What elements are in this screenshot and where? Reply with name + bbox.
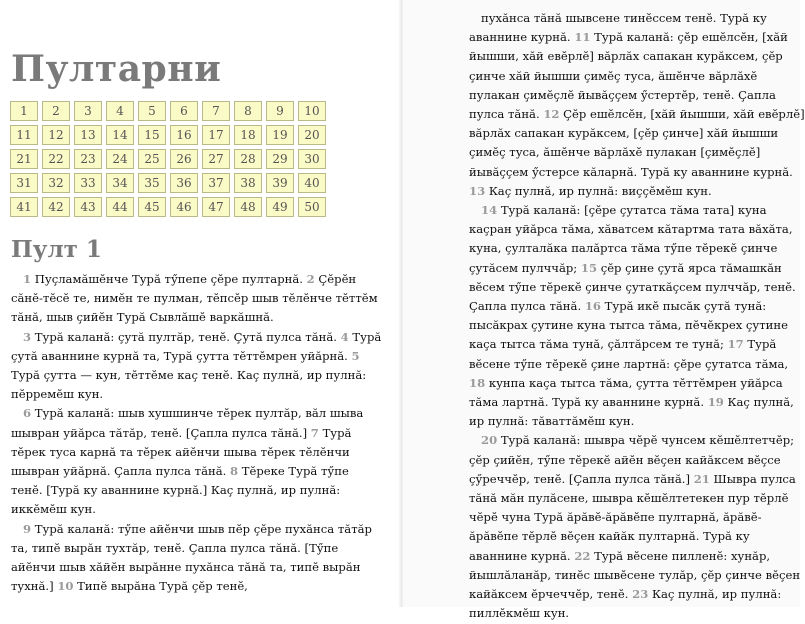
- chapter-link-38[interactable]: 38: [234, 173, 262, 193]
- chapter-heading: Пулт 1: [11, 236, 102, 263]
- verse-text: Çĕрĕн сăнĕ-тĕсĕ те, нимĕн те пулман, тĕпсĕр шыв тĕлĕнче тĕттĕм тăнă, шыв çийĕн Турă Сывлăшĕ варкăшнă.: [11, 272, 378, 325]
- verse-text: Турă çутта — кун, тĕттĕме каç тенĕ. Каç пулнă, ир пулнă: пĕрремĕш кун.: [11, 368, 367, 402]
- chapter-link-26[interactable]: 26: [170, 149, 198, 169]
- chapter-link-41[interactable]: 41: [10, 197, 38, 217]
- verse-text: Каç пулнă, ир пулнă: виççĕмĕш кун.: [488, 183, 712, 198]
- chapter-link-27[interactable]: 27: [202, 149, 230, 169]
- verse-number: 6: [23, 406, 32, 421]
- verse-number: 10: [57, 579, 74, 594]
- chapter-link-50[interactable]: 50: [298, 197, 326, 217]
- verse-number: 23: [632, 587, 649, 602]
- chapter-link-11[interactable]: 11: [10, 125, 38, 145]
- verse-text: Шывра пулса тăнă мăн пулăсене, шывра кĕшĕлтетекен пур тĕрлĕ чĕрĕ чуна Турă ăрăвĕ-ăрăвĕпе пултарнă, ăрăвĕ-ăрăвĕпе тĕрлĕ вĕçен кайăк пултарнă. Турă ку аваннине курнă.: [469, 471, 796, 563]
- paragraph: [11, 520, 383, 597]
- verse-number: 7: [310, 425, 319, 440]
- right-page: [403, 0, 805, 621]
- verse-number: 4: [340, 329, 349, 344]
- verse-text: Каç пулнă, ир пулнă: пиллĕкмĕш кун.: [469, 587, 782, 621]
- chapter-link-16[interactable]: 16: [170, 125, 198, 145]
- chapter-link-25[interactable]: 25: [138, 149, 166, 169]
- verse-number: 3: [23, 329, 32, 344]
- chapter-link-10[interactable]: 10: [298, 101, 326, 121]
- paragraph: [11, 328, 383, 405]
- verse-number: 17: [727, 337, 744, 352]
- verse-text: Турă çутă аваннине курнă та, Турă çутта тĕттĕмрен уйăрнă.: [11, 329, 382, 363]
- verse-text: кунпа каçа тытса тăма, çутта тĕттĕмрен уйăрса тăма лартнă. Турă ку аваннине курнă.: [469, 375, 783, 410]
- verse-number: 13: [469, 183, 486, 198]
- chapter-link-21[interactable]: 21: [10, 149, 38, 169]
- chapter-link-43[interactable]: 43: [74, 197, 102, 217]
- paragraph: [469, 201, 805, 431]
- chapter-link-31[interactable]: 31: [10, 173, 38, 193]
- chapter-link-17[interactable]: 17: [202, 125, 230, 145]
- chapter-link-30[interactable]: 30: [298, 149, 326, 169]
- verse-text: Турă вĕсене пилленĕ: хунăр, йышлăланăр, тинĕс шывĕсене тулăр, çĕр çинче вĕçен кайăксем ĕрчеччĕр, тенĕ.: [469, 548, 801, 602]
- book-title: Пултарни: [11, 48, 222, 90]
- chapter-link-9[interactable]: 9: [266, 101, 294, 121]
- chapter-link-15[interactable]: 15: [138, 125, 166, 145]
- chapter-link-8[interactable]: 8: [234, 101, 262, 121]
- verse-text: Типĕ вырăна Турă çĕр тенĕ,: [77, 579, 248, 594]
- chapter-link-2[interactable]: 2: [42, 101, 70, 121]
- verse-number: 16: [584, 299, 601, 314]
- chapter-link-49[interactable]: 49: [266, 197, 294, 217]
- verse-number: 2: [306, 272, 315, 286]
- chapter-link-18[interactable]: 18: [234, 125, 262, 145]
- chapter-link-40[interactable]: 40: [298, 173, 326, 193]
- verse-number: 22: [574, 548, 591, 563]
- verse-number: 11: [574, 30, 591, 45]
- chapter-link-33[interactable]: 33: [74, 173, 102, 193]
- chapter-link-20[interactable]: 20: [298, 125, 326, 145]
- verse-text: Каç пулнă, ир пулнă: тăваттăмĕш кун.: [469, 395, 794, 429]
- left-page: [0, 0, 403, 607]
- chapter-link-37[interactable]: 37: [202, 173, 230, 193]
- left-page-text: [11, 270, 383, 596]
- chapter-link-36[interactable]: 36: [170, 173, 198, 193]
- chapter-link-46[interactable]: 46: [170, 197, 198, 217]
- paragraph: [469, 9, 805, 201]
- verse-number: 21: [693, 471, 710, 486]
- verse-number: 12: [543, 107, 560, 122]
- verse-text: Çĕр ешĕлсĕн, [хăй йышши, хăй евĕрлĕ] вăрлăх сапакан курăксем, [çĕр çинче] хăй йышши çимĕç туса, ăшĕнче вăрлăхĕ пулакан [çимĕçлĕ] йывăççем ӳстерсе кăларнă. Турă ку аваннине курнă.: [469, 107, 805, 179]
- verse-text: Пуçламăшĕнче Турă тӳпепе çĕре пултарнă.: [34, 272, 307, 286]
- chapter-link-12[interactable]: 12: [42, 125, 70, 145]
- paragraph: [11, 404, 383, 519]
- verse-text: Турă икĕ пысăк çутă тунă: пысăкрах çутине куна тытса тăма, пĕчĕкрех çутине каçа тытса тăма тунă, çăлтăрсем те тунă;: [469, 299, 788, 352]
- right-page-text: [469, 9, 805, 624]
- verse-number: 5: [351, 348, 360, 363]
- chapter-link-7[interactable]: 7: [202, 101, 230, 121]
- chapter-link-39[interactable]: 39: [266, 173, 294, 193]
- chapter-link-24[interactable]: 24: [106, 149, 134, 169]
- verse-text: Турă вĕсене тӳпе тĕрекĕ çине лартнă: çĕре çутатса тăма,: [469, 337, 789, 371]
- chapter-link-29[interactable]: 29: [266, 149, 294, 169]
- chapter-link-6[interactable]: 6: [170, 101, 198, 121]
- chapter-link-19[interactable]: 19: [266, 125, 294, 145]
- verse-text: çĕр çине çутă ярса тăмашкăн вĕсем тӳпе тĕрекĕ çинче çутаткăçсем пулччăр, тенĕ. Çапла пулса тăнă.: [469, 260, 796, 314]
- chapter-link-48[interactable]: 48: [234, 197, 262, 217]
- verse-text: Турă тĕрек туса карнă та тĕрек айĕнчи шыва тĕрек тĕлĕнчи шывран уйăрнă. Çапла пулса тăнă.: [11, 425, 352, 479]
- chapter-link-22[interactable]: 22: [42, 149, 70, 169]
- verse-number: 19: [707, 395, 724, 410]
- verse-number: 18: [469, 375, 486, 390]
- chapter-link-23[interactable]: 23: [74, 149, 102, 169]
- verse-text: Турă каланă: çутă пултăр, тенĕ. Çутă пулса тăнă.: [34, 329, 341, 344]
- chapter-grid: [10, 101, 340, 221]
- chapter-link-3[interactable]: 3: [74, 101, 102, 121]
- chapter-link-4[interactable]: 4: [106, 101, 134, 121]
- chapter-link-14[interactable]: 14: [106, 125, 134, 145]
- verse-number: 1: [23, 272, 32, 286]
- chapter-link-44[interactable]: 44: [106, 197, 134, 217]
- verse-text: Турă каланă: [çĕре çутатса тăма тата] куна каçран уйăрса тăма, хăватсем кăтартма тата вăхăта, куна, çулталăка палăртса тăма тӳпе тĕрекĕ çинче çутăсем пулччăр;: [469, 203, 793, 275]
- verse-number: 8: [230, 464, 239, 479]
- paragraph: [469, 431, 805, 623]
- verse-text: пухăнса тăнă шывсене тинĕссем тенĕ. Турă ку аваннине курнă.: [469, 11, 767, 45]
- chapter-link-32[interactable]: 32: [42, 173, 70, 193]
- chapter-link-42[interactable]: 42: [42, 197, 70, 217]
- chapter-link-5[interactable]: 5: [138, 101, 166, 121]
- verse-number: 20: [481, 433, 498, 448]
- paragraph: [11, 270, 383, 328]
- chapter-link-45[interactable]: 45: [138, 197, 166, 217]
- verse-number: 9: [23, 521, 32, 536]
- chapter-link-35[interactable]: 35: [138, 173, 166, 193]
- verse-text: Тĕреке Турă тӳпе тенĕ. [Турă ку аваннине курнă.] Каç пулнă, ир пулнă: иккĕмĕш кун.: [11, 464, 349, 517]
- chapter-link-13[interactable]: 13: [74, 125, 102, 145]
- verse-text: Турă каланă: çĕр ешĕлсĕн, [хăй йышши, хăй евĕрлĕ] вăрлăх сапакан курăксем, çĕр çинче хăй йышши çимĕç туса, ăшĕнче вăрлăхĕ пулакан çимĕçлĕ йывăççем ӳстертĕр, тенĕ. Çапла пулса тăнă.: [469, 30, 788, 122]
- chapter-link-34[interactable]: 34: [106, 173, 134, 193]
- verse-text: Турă каланă: шыв хушшинче тĕрек пултăр, вăл шыва шывран уйăрса тăтăр, тенĕ. [Çапла пулса тăнă.]: [11, 406, 364, 440]
- verse-text: Турă каланă: шывра чĕрĕ чунсем кĕшĕлтетчĕр; çĕр çийĕн, тӳпе тĕрекĕ айĕн вĕçен кайăксем вĕçсе çӳреччĕр, тенĕ. [Çапла пулса тăнă.]: [469, 433, 795, 486]
- verse-number: 15: [580, 260, 598, 275]
- verse-text: Турă каланă: тӳпе айĕнчи шыв пĕр çĕре пухăнса тăтăр та, типĕ вырăн тухтăр, тенĕ. Çапла пулса тăнă. [Тӳпе айĕнчи шыв хăйĕн вырăнне пухăнса тăнă та, типĕ вырăн тухнă.]: [11, 521, 372, 594]
- chapter-link-28[interactable]: 28: [234, 149, 262, 169]
- verse-number: 14: [481, 203, 498, 218]
- chapter-link-1[interactable]: 1: [10, 101, 38, 121]
- chapter-link-47[interactable]: 47: [202, 197, 230, 217]
